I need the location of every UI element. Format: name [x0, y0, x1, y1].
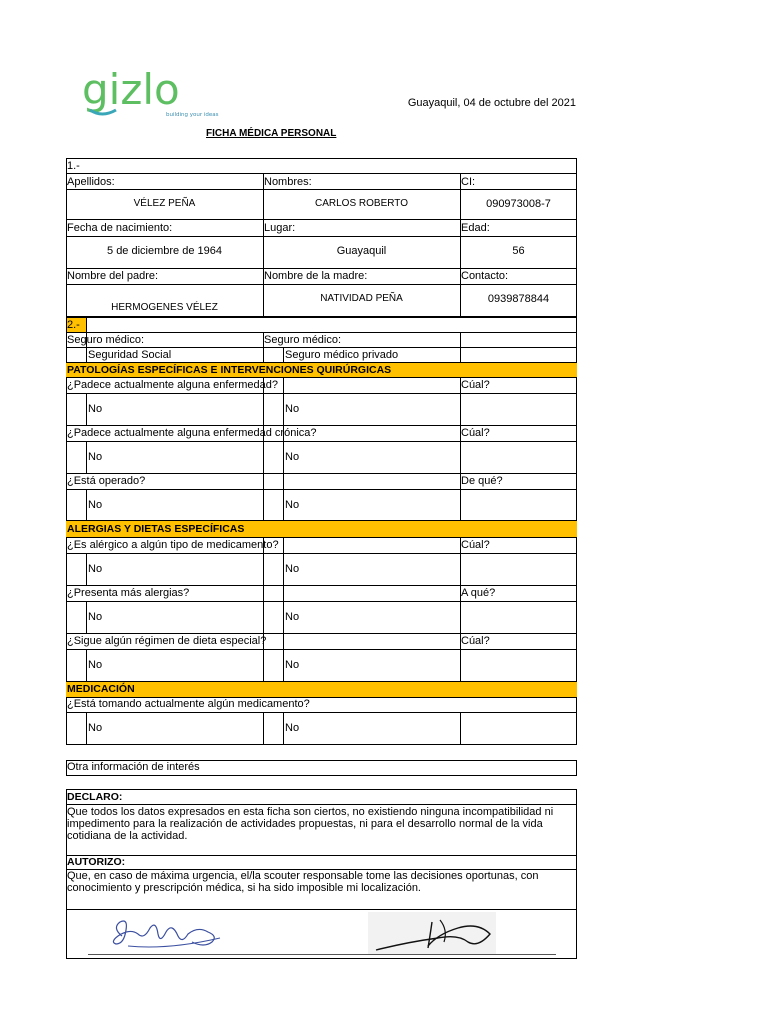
alergias-q1-answer-2: No — [285, 563, 300, 575]
autorizo-title: AUTORIZO: — [67, 856, 126, 868]
patologias-q3-answer-2: No — [285, 499, 300, 511]
patologias-q2: ¿Padece actualmente alguna enfermedad crónica? — [67, 427, 317, 439]
nombres-value: CARLOS ROBERTO — [315, 198, 408, 209]
alergias-q2-answer-2: No — [285, 611, 300, 623]
signature-1 — [108, 914, 228, 954]
alergias-q1: ¿Es alérgico a algún tipo de medicamento? — [67, 539, 279, 551]
edad-value: 56 — [512, 245, 525, 257]
contacto-label: Contacto: — [461, 270, 509, 282]
gizlo-logo — [82, 68, 232, 124]
patologias-q1-answer-1: No — [88, 403, 103, 415]
signature-2 — [368, 912, 496, 954]
seguro-value-2: Seguro médico privado — [285, 349, 399, 361]
autorizo-text: Que, en caso de máxima urgencia, el/la scouter responsable tome las decisiones oportunas, con conocimiento y prescripción médica, si ha sido imposible mi localización. — [67, 870, 539, 894]
otra-info-label: Otra información de interés — [67, 761, 200, 773]
alergias-q3-answer-2: No — [285, 659, 300, 671]
declaro-text: Que todos los datos expresados en esta ficha son ciertos, no existiendo ninguna incompatibilidad ni impedimento para la realización de actividades propuestas, ni para el desarrollo normal de la vida cotidiana de la actividad. — [67, 806, 554, 842]
apellidos-label: Apellidos: — [67, 176, 115, 188]
medicacion-title: MEDICACIÓN — [67, 683, 135, 695]
patologias-frame — [66, 377, 577, 521]
alergias-q2-answer-1: No — [88, 611, 103, 623]
ci-value: 090973008-7 — [486, 198, 551, 210]
padre-label: Nombre del padre: — [67, 270, 159, 282]
edad-label: Edad: — [461, 222, 490, 234]
fecha-value: 5 de diciembre de 1964 — [107, 245, 222, 257]
patologias-q3-answer-1: No — [88, 499, 103, 511]
section1-number: 1.- — [67, 160, 80, 172]
section2-number: 2.- — [67, 319, 80, 331]
patologias-q1-extra: Cúal? — [461, 379, 490, 391]
patologias-q3: ¿Está operado? — [67, 475, 146, 487]
alergias-q3: ¿Sigue algún régimen de dieta especial? — [67, 635, 267, 647]
lugar-label: Lugar: — [264, 222, 296, 234]
alergias-frame — [66, 537, 577, 682]
document-date: Guayaquil, 04 de octubre del 2021 — [407, 97, 576, 109]
logo-text: gizlo — [82, 68, 180, 114]
ci-label: CI: — [461, 176, 476, 188]
patologias-q1: ¿Padece actualmente alguna enfermedad? — [67, 379, 278, 391]
declaro-title: DECLARO: — [67, 791, 123, 803]
alergias-q2: ¿Presenta más alergias? — [67, 587, 190, 599]
seguro-label-1: Seguro médico: — [67, 334, 145, 346]
seguro-value-1: Seguridad Social — [88, 349, 172, 361]
lugar-value: Guayaquil — [336, 245, 387, 257]
patologias-q1-answer-2: No — [285, 403, 300, 415]
logo-tagline: building your ideas — [166, 112, 219, 118]
apellidos-value: VÉLEZ PEÑA — [133, 198, 196, 209]
alergias-q3-answer-1: No — [88, 659, 103, 671]
alergias-title: ALERGIAS Y DIETAS ESPECÍFICAS — [67, 523, 245, 535]
medicacion-q1: ¿Está tomando actualmente algún medicamento? — [67, 698, 310, 710]
nombres-label: Nombres: — [264, 176, 312, 188]
alergias-q2-extra: A qué? — [461, 587, 496, 599]
fecha-label: Fecha de nacimiento: — [67, 222, 173, 234]
medicacion-answer-1: No — [88, 722, 103, 734]
patologias-q2-answer-1: No — [88, 451, 103, 463]
madre-label: Nombre de la madre: — [264, 270, 368, 282]
madre-value: NATIVIDAD PEÑA — [320, 293, 403, 304]
patologias-q3-extra: De qué? — [461, 475, 503, 487]
alergias-q1-extra: Cúal? — [461, 539, 490, 551]
signature-line — [88, 954, 556, 955]
page-title: FICHA MÉDICA PERSONAL — [206, 128, 337, 139]
alergias-q3-extra: Cúal? — [461, 635, 490, 647]
alergias-q1-answer-1: No — [88, 563, 103, 575]
padre-value: HERMOGENES VÉLEZ — [111, 302, 218, 313]
seguro-label-2: Seguro médico: — [264, 334, 342, 346]
medicacion-header — [66, 682, 577, 697]
contacto-value: 0939878844 — [487, 293, 550, 305]
patologias-title: PATOLOGÍAS ESPECÍFICAS E INTERVENCIONES QUIRÚRGICAS — [67, 364, 392, 376]
patologias-q2-extra: Cúal? — [461, 427, 490, 439]
medicacion-answer-2: No — [285, 722, 300, 734]
patologias-q2-answer-2: No — [285, 451, 300, 463]
